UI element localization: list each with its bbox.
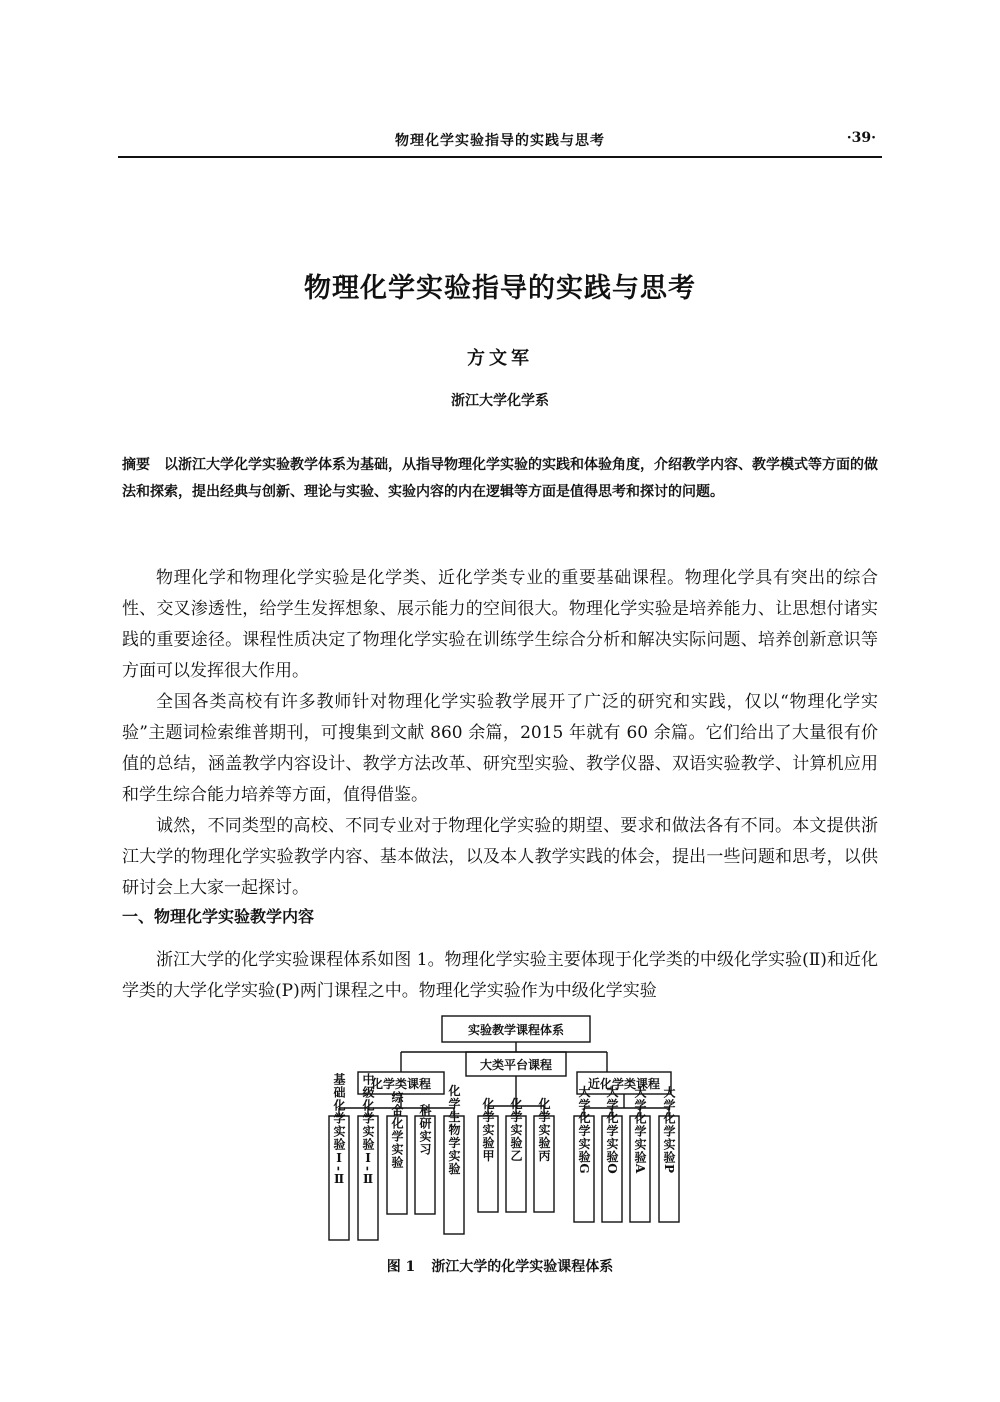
course-label: 化学实验丙 [537, 1097, 551, 1163]
running-title: 物理化学实验指导的实践与思考 [395, 133, 605, 149]
intro-body [122, 563, 878, 904]
course-label: 化学生物学实验 [447, 1084, 461, 1176]
figure-label: 图 1 [386, 1259, 416, 1275]
paragraph: 全国各类高校有许多教师针对物理化学实验教学展开了广泛的研究和实践，仅以“物理化学实验”主题词检索维普期刊，可搜集到文献 860 余篇，2015 年就有 60 余篇。它们给出了大量很有价值的总结，涵盖教学内容设计、教学方法改革、研究型实验、教学仪器、双语实验教学、计算机应用和学生综合能力培养等方面，值得借鉴。 [122, 692, 878, 805]
page-number: ·39· [846, 130, 876, 146]
course-label: 综合化学实验 [390, 1091, 404, 1169]
figure-caption [0, 1256, 1000, 1276]
course-label: 中级化学实验Ⅰ-Ⅱ [361, 1073, 375, 1187]
course-label: 大学化学实验P [662, 1085, 676, 1175]
paper-title: 物理化学实验指导的实践与思考 [304, 273, 696, 304]
paragraph: 诚然，不同类型的高校、不同专业对于物理化学实验的期望、要求和做法各有不同。本文提供浙江大学的物理化学实验教学内容、基本做法，以及本人教学实践的体会，提出一些问题和思考，以供研讨会上大家一起探讨。 [122, 816, 878, 898]
course-label: 化学实验乙 [509, 1097, 523, 1163]
platform-label: 大类平台课程 [479, 1058, 553, 1072]
course-label: 化学实验甲 [481, 1097, 495, 1163]
section-heading: 一、物理化学实验教学内容 [122, 907, 315, 926]
abstract-text: 以浙江大学化学实验教学体系为基础，从指导物理化学实验的实践和体验角度，介绍教学内容、教学模式等方面的做法和探索，提出经典与创新、理论与实验、实验内容的内在逻辑等方面是值得思考和探讨的问题。 [122, 457, 878, 500]
course-label: 基础化学实验Ⅰ-Ⅱ [332, 1073, 346, 1187]
course-label: 大学化学实验A [633, 1085, 647, 1175]
section-body [122, 945, 878, 1007]
course-label: 大学化学实验G [577, 1085, 591, 1175]
running-header [118, 128, 882, 158]
near-group-label: 近化学类课程 [587, 1077, 661, 1091]
figure-caption-text: 浙江大学的化学实验课程体系 [431, 1259, 614, 1275]
course-label: 大学化学实验O [605, 1085, 619, 1175]
course-system-diagram [300, 1010, 700, 1245]
root-label: 实验教学课程体系 [467, 1023, 565, 1037]
abstract [122, 452, 878, 506]
paragraph: 物理化学和物理化学实验是化学类、近化学类专业的重要基础课程。物理化学具有突出的综合性、交叉渗透性，给学生发挥想象、展示能力的空间很大。物理化学实验是培养能力、让思想付诸实践的重要途径。课程性质决定了物理化学实验在训练学生综合分析和解决实际问题、培养创新意识等方面可以发挥很大作用。 [122, 568, 878, 681]
affiliation: 浙江大学化学系 [451, 393, 549, 409]
author: 方文军 [467, 348, 533, 369]
paragraph: 浙江大学的化学实验课程体系如图 1。物理化学实验主要体现于化学类的中级化学实验(Ⅱ)和近化学类的大学化学实验(P)两门课程之中。物理化学实验作为中级化学实验 [122, 950, 878, 1001]
course-label: 科研实习 [418, 1104, 432, 1156]
chem-group-label: 化学类课程 [370, 1077, 432, 1091]
abstract-label: 摘要 [122, 457, 150, 473]
